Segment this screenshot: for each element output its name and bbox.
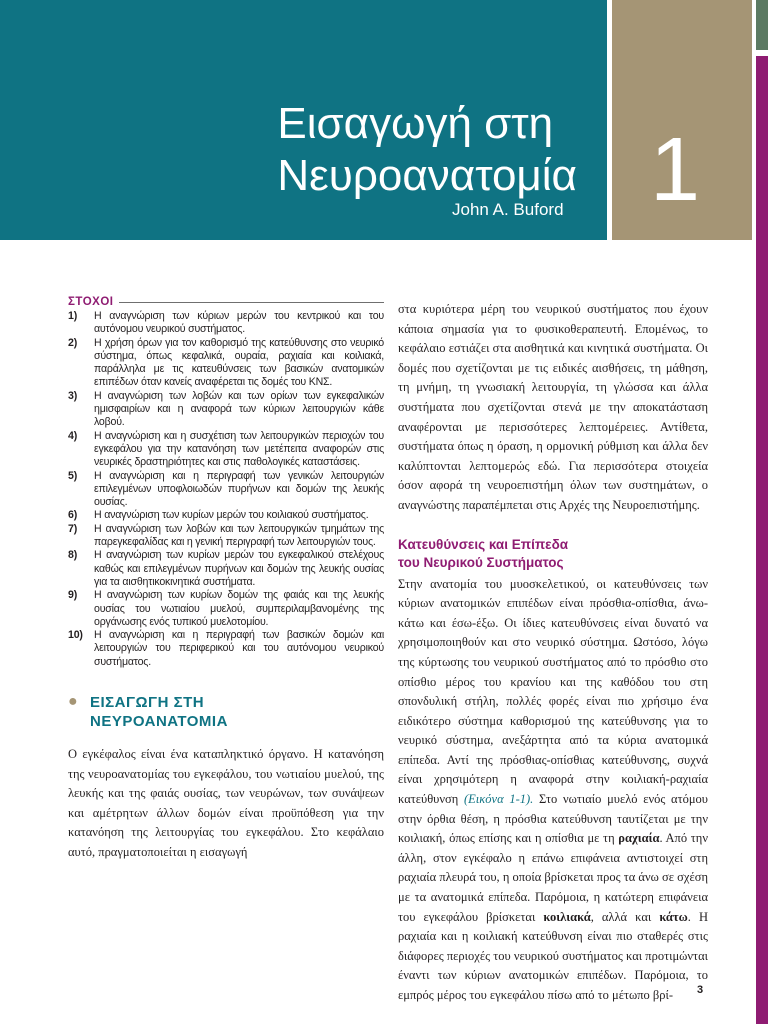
chapter-author: John A. Buford — [452, 200, 564, 219]
chapter-number: 1 — [650, 120, 701, 220]
objective-number: 2) — [68, 336, 78, 349]
objective-number: 8) — [68, 549, 78, 562]
objective-item — [68, 523, 384, 550]
objective-number: 6) — [68, 509, 78, 522]
term-inferior: κάτω — [659, 909, 688, 924]
intro-section-heading — [68, 693, 384, 731]
right-paragraph-1: στα κυριότερα μέρη του νευρικού συστήματος που έχουν κάποια σημασία για το φυσικοθεραπευτή. Επομένως, το κεφάλαιο εστιάζει στα αισθητικά και κινητικά συστήματα. Οι δομές που σχετίζονται με τις ειδικές αισθήσεις, τη μάθηση, τη μνήμη, τη γνωσιακή λειτουργία, τη γλώσσα και άλλα συστήματα που σχετίζονται στενά με την αποκατάσταση αναφέρονται με περισσότερες λεπτομέρειες. Αντίθετα, συστήματα όπως η όραση, η ορμονική ρύθμιση και άλλα δεν καλύπτονται λεπτομερώς εδώ. Για περισσότερα στοιχεία όσον αφορά τη νευροεπιστήμη όλων των συστημάτων, ο αναγνώστης παραπέμπεται στις Αρχές της Νευροεπιστήμης. — [398, 302, 708, 512]
objective-number: 10) — [68, 629, 83, 642]
objective-item — [68, 430, 384, 470]
left-column — [68, 296, 384, 863]
objectives-heading-label: ΣΤΟΧΟΙ — [68, 296, 114, 308]
objective-number: 1) — [68, 310, 78, 322]
objectives-rule — [119, 302, 384, 303]
page-number: 3 — [697, 984, 704, 996]
objective-number: 3) — [68, 389, 78, 402]
term-dorsal: ραχιαία — [618, 831, 660, 846]
right-paragraph-2 — [398, 575, 708, 1006]
right-column — [398, 300, 708, 1006]
objective-number: 4) — [68, 429, 78, 442]
corner-accent-square — [756, 0, 768, 50]
term-ventral: κοιλιακά — [543, 909, 591, 924]
objective-text: Η αναγνώριση των κύριων μερών του κεντρικού και του αυτόνομου νευρικού συστήματος. — [94, 310, 384, 336]
objective-item — [68, 310, 384, 337]
objective-number: 9) — [68, 589, 78, 602]
chapter-title-line2: Νευροανατομία — [277, 151, 577, 200]
objective-text: Η αναγνώριση των κυρίων δομών της φαιάς και της λευκής ουσίας του νωτιαίου μυελού, συμπεριλαμβανομένης της οργάνωσης ενός τυπικού μυελοτομίου. — [94, 589, 384, 628]
objective-text: Η χρήση όρων για τον καθορισμό της κατεύθυνσης στο νευρικό σύστημα, όπως κεφαλικά, ουραία, ραχιαία και κοιλιακά, παράλληλα με τις κατευθύνσεις των βασικών ανατομικών επιπέδων όταν κανείς αναφέρεται τις δομές του ΚΝΣ. — [94, 336, 384, 389]
objective-text: Η αναγνώριση και η περιγραφή των βασικών δομών και λειτουργιών του περιφερικού και του αυτόνομου νευρικού συστήματος. — [94, 629, 384, 668]
p2-text-1: Στην ανατομία του μυοσκελετικού, οι κατευθύνσεις των κύριων ανατομικών επιπέδων είναι πρόσθια-οπίσθια, άνω-κάτω και έσω-έξω. Οι ίδιες κατευθύνσεις είναι δυνατό να χρησιμοποιηθούν και στο νευρικό σύστημα. Ωστόσο, λόγω της κύρτωσης του νευρικού συστήματος από το πρόσθιο στο οπίσθιο μέρος του κρανίου και της καθόδου του στη σπονδυλική στήλη, πολλές φορές είναι πιο χρήσιμο ένα ειδικότερο σύστημα καθορισμού της κατεύθυνσης για το νευρικό σύστημα, ανεξάρτητα από τα κύρια ανατομικά επίπεδα. Αντί της πρόσθιας-οπίσθιας κατεύθυνσης, συχνά είναι χρησιμότερη η αναφορά στην κοιλιακή-ραχιαία κατεύθυνση — [398, 576, 708, 807]
objectives-heading — [68, 296, 384, 308]
objective-text: Η αναγνώριση και η συσχέτιση των λειτουργικών περιοχών του εγκεφάλου για την κατανόηση των μετέπειτα αναφορών στις νευρικές δραστηριότητες και στις παθολογικές καταστάσεις. — [94, 429, 384, 469]
directions-subheading — [398, 536, 708, 572]
p2-text-5: . Η ραχιαία και η κοιλιακή κατεύθυνση είναι πιο σταθερές στις διάφορες περιοχές του νευρικού συστήματος και προτιμώνται έναντι των κύριων ανατομικών επιπέδων. Παρόμοια, το εμπρός μέρος του εγκεφάλου πίσω από το μέτωπο βρί- — [398, 909, 709, 1002]
objectives-list — [68, 310, 384, 669]
objective-text: Η αναγνώριση των λοβών και των λειτουργικών τμημάτων της παρεγκεφαλίδας και η γενική περιγραφή των λειτουργιών τους. — [94, 522, 384, 549]
figure-reference-link[interactable]: (Εικόνα 1-1). — [464, 792, 534, 807]
chapter-title-line1: Εισαγωγή στη — [277, 99, 554, 148]
p2-text-2: Στο νωτιαίο μυελό ενός ατόμου στην όρθια θέση, η πρόσθια κατεύθυνση ταυτίζεται με την κοιλιακή, όπως επίσης και η οπίσθια με τη — [398, 792, 708, 846]
objective-text: Η αναγνώριση και η περιγραφή των γενικών λειτουργιών επιλεγμένων υποφλοιωδών πυρήνων και δομών της λευκής ουσίας. — [94, 469, 384, 509]
p2-text-4: , αλλά και — [590, 909, 660, 924]
subheading-line2: του Νευρικού Συστήματος — [398, 554, 564, 570]
intro-title-line1: ΕΙΣΑΓΩΓΗ ΣΤΗ — [90, 694, 205, 712]
objective-text: Η αναγνώριση των λοβών και των ορίων των εγκεφαλικών ημισφαιρίων και η αναφορά των κύριων λειτουργιών κάθε λοβού. — [94, 389, 384, 429]
bullet-icon: ● — [68, 693, 78, 711]
objective-text: Η αναγνώριση των κυρίων μερών του εγκεφαλικού στελέχους καθώς και επιλεγμένων πυρήνων και δομών της λευκής ουσίας για τα αισθητικοκινητικά συστήματα. — [94, 549, 384, 588]
objective-item — [68, 549, 384, 589]
intro-title-line2: ΝΕΥΡΟΑΝΑΤΟΜΙΑ — [90, 713, 228, 731]
objective-item — [68, 390, 384, 430]
objective-item — [68, 629, 384, 669]
chapter-header-banner — [0, 0, 607, 240]
objective-item — [68, 509, 384, 522]
objective-item — [68, 470, 384, 510]
intro-paragraph: Ο εγκέφαλος είναι ένα καταπληκτικό όργανο. Η κατανόηση της νευροανατομίας του εγκεφάλου, του νωτιαίου μυελού, της λευκής και της φαιάς ουσίας, των νευρώνων, των συνάψεων και αμέτρητων άλλων δομών είναι προϋπόθεση για την κατανόηση της λειτουργίας του εγκεφάλου. Στο κεφάλαιο αυτό, πραγματοποιείται η εισαγωγή — [68, 747, 384, 859]
chapter-title — [277, 98, 577, 202]
objective-item — [68, 337, 384, 390]
objective-text: Η αναγνώριση των κυρίων μερών του κοιλιακού συστήματος. — [94, 509, 369, 522]
p2-text-3: . Από την άλλη, στον εγκέφαλο η επάνω επιφάνεια αντιστοιχεί στη ραχιαία πλευρά του, η οποία βρίσκεται προς τα άνω σε σχέση με τα ανατομικά επίπεδα. Παρόμοια, η κατώτερη επιφάνεια του εγκεφάλου βρίσκεται — [398, 831, 708, 924]
objective-number: 5) — [68, 469, 78, 482]
page-edge-bar — [756, 56, 768, 1024]
objective-item — [68, 589, 384, 629]
intro-section-title — [90, 693, 228, 731]
subheading-line1: Κατευθύνσεις και Επίπεδα — [398, 536, 569, 552]
objective-number: 7) — [68, 522, 78, 535]
